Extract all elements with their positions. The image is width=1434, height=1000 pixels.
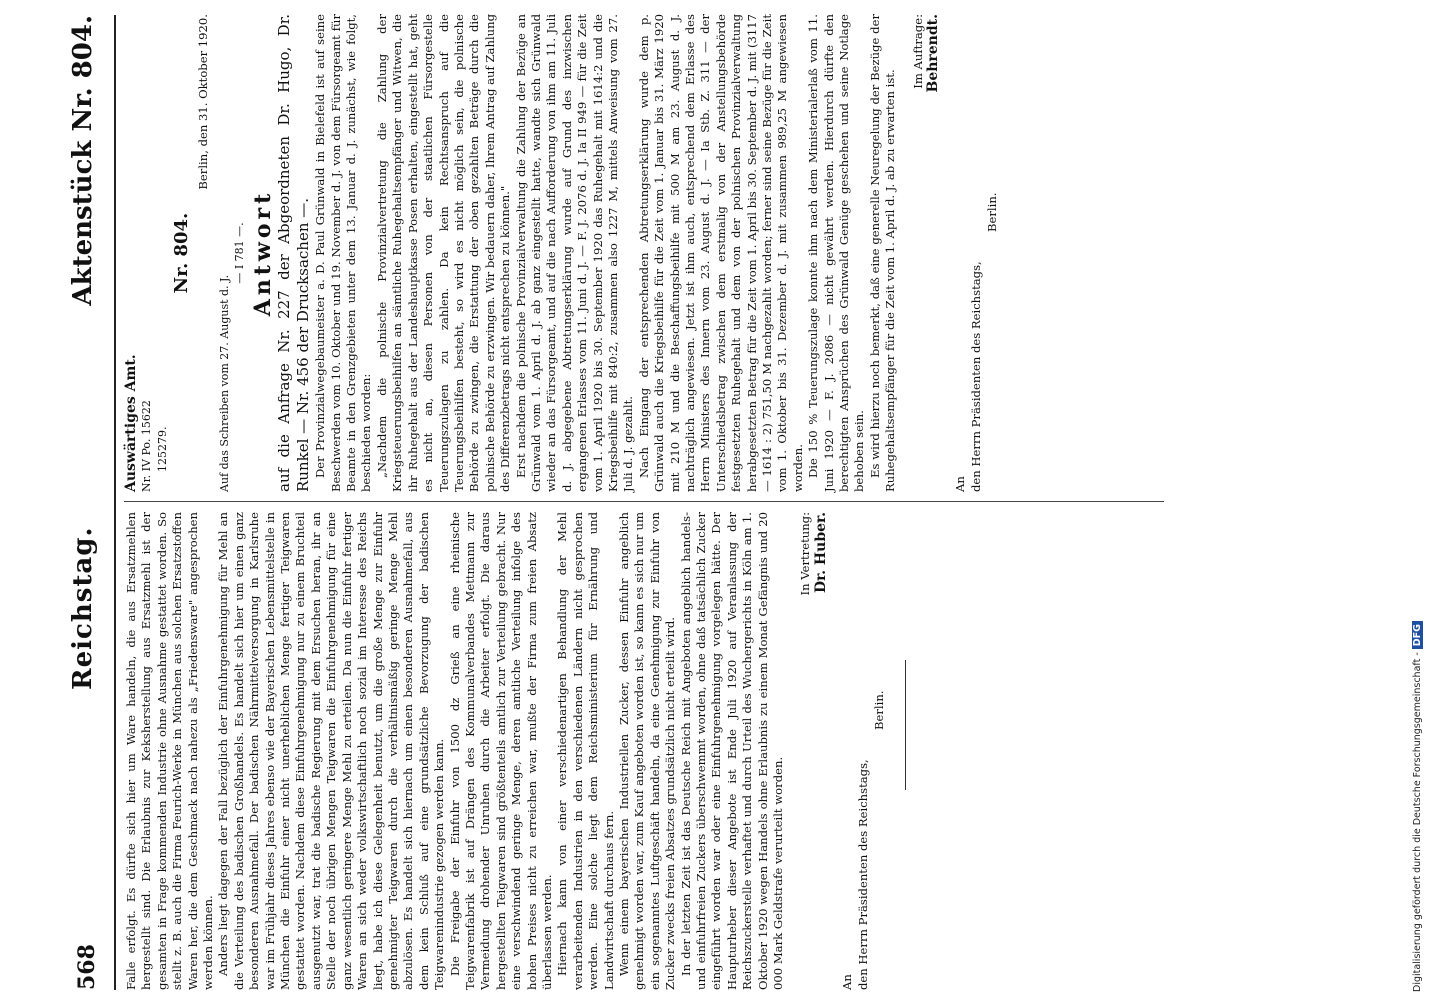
dfg-logo: DFG <box>1412 621 1423 649</box>
address-block <box>839 512 887 990</box>
running-header <box>68 15 108 990</box>
signature-name: Dr. Huber. <box>812 512 829 594</box>
closing-rule <box>905 660 906 790</box>
paragraph: Hiernach kann von einer verschiedenartigen Behandlung der Mehl verarbeitenden Industrien in den verschiedenen Ländern nicht gesprochen werden. Eine solche liegt dem Reichsministerium für Ernährung und Landwirtschaft durchaus fern. <box>555 512 616 990</box>
signature-prefix: Im Auftrage: <box>910 14 925 89</box>
document-number: Nr. 804. <box>171 212 193 294</box>
paragraph: Nach Eingang der entsprechenden Abtretungserklärung wurde dem p. Grünwald auch die Kriegsbeihilfe für die Zeit vom 1. Januar bis 31. März 1920 mit 210 M und die Beschaffungsbeihilfe mit 500 M am 23. August d. J. nachträglich angewiesen. Jetzt ist ihm auch, entsprechend dem Erlasse des Herrn Ministers des Innern vom 23. August d. J. — Ia Stb. Z. 311 — der Unterschiedsbetrag zwischen dem erstmalig von der Anstellungsbehörde festgesetzten Ruhegehalt und dem von der polnischen Provinzialverwaltung herabgesetzten Betrag für die Zeit vom 1. April bis 30. September d. J. mit (3117 — 1614 : 2) 751,50 M nachgezahlt worden; ferner sind seine Bezüge für die Zeit vom 1. Oktober bis 31. Dezember d. J. mit zusammen 989,25 M angewiesen worden. <box>636 14 805 492</box>
document-date: Berlin, den 31. Oktober 1920. <box>195 14 210 190</box>
signature-block <box>798 512 829 990</box>
address-recipient: den Herrn Präsidenten des Reichstags, <box>968 261 983 492</box>
header-rule <box>114 15 116 990</box>
address-recipient: den Herrn Präsidenten des Reichstags, <box>856 759 871 990</box>
paragraph: Die Freigabe der Einfuhr von 1500 dz Grieß an eine rheinische Teigwarenfabrik ist auf Drängen des Kommunalverbandes Mettmann zur Vermeidung drohender Unruhen durch die Arbeiter erfolgt. Die daraus hergestellten Teigwaren sind größtenteils amtlich zur Verteilung gebracht. Nur eine verschwindend geringe Menge, deren amtliche Verteilung infolge des hohen Preises nicht zu erreichen war, mußte der Firma zum freien Absatz überlassen werden. <box>447 512 554 990</box>
rotated-page-content <box>40 15 1370 990</box>
letter-reference-number: — I 781 —. <box>233 222 247 284</box>
column-separator <box>124 501 1164 502</box>
paragraph: Erst nachdem die polnische Provinzialverwaltung die Zahlung der Bezüge an Grünwald vom 1. April d. J. ab ganz eingestellt hatte, wandte sich Grünwald wieder an das Fürsorgeamt, und auf die nach Aufforderung von ihm am 11. Juli d. J. abgegebene Abtretungserklärung wurde auf Grund des inzwischen ergangenen Erlasses vom 11. Juni d. J. — F. J. 2076 d. J. Ia II 949 — für die Zeit vom 1. April 1920 bis 30. September 1920 das Ruhegehalt mit 1614:2 und die Kriegsbeihilfe mit 840:2, zusammen also 1227 M, mittels Anweisung vom 27. Juli d. J. gezahlt. <box>513 14 636 492</box>
address-block <box>952 14 1000 492</box>
paragraph: Es wird hierzu noch bemerkt, daß eine generelle Neuregelung der Bezüge der Ruhegehaltsempfänger für die Zeit vom 1. April d. J. ab zu erwarten ist. <box>867 14 898 492</box>
address-city: Berlin. <box>872 690 887 730</box>
running-title: Reichstag. <box>68 526 98 690</box>
paragraph: In der letzten Zeit ist das Deutsche Reich mit Angeboten angeblich handels- und einfuhrfreien Zuckers überschwemmt worden, ohne daß tatsächlich Zucker eingeführt worden war oder eine Einfuhrgenehmigung vorgelegen hätte. Der Haupturheber dieser Angebote ist Ende Juli 1920 auf Veranlassung der Reichszuckerstelle verhaftet und durch Urteil des Wuchergerichts in Köln am 1. Oktober 1920 wegen Handels ohne Erlaubnis zu einem Monat Gefängnis und 20 000 Mark Geldstrafe verurteilt worden. <box>678 512 786 990</box>
paragraph: Wenn einem bayerischen Industriellen Zucker, dessen Einfuhr angeblich genehmigt worden war, zum Kauf angeboten worden ist, so kann es sich nur um ein sogenanntes Luftgeschäft handeln, da eine Genehmigung zur Einfuhr von Zucker zwecks freien Absatzes grundsätzlich nicht erteilt wird. <box>617 512 678 990</box>
paragraph: Anders liegt dagegen der Fall bezüglich der Einfuhrgenehmigung für Mehl an die Verteilung des badischen Großhandels. Es handelt sich hier um einen ganz besonderen Ausnahmefall. Der badischen Nährmittelversorgung in Karlsruhe war im Frühjahr dieses Jahres ebenso wie der Bayerischen Lebensmittelstelle in München die Einfuhr einer nicht unerheblichen Menge fertiger Teigwaren gestattet worden. Nachdem diese Einfuhrgenehmigung nur zu einem Bruchteil ausgenutzt war, trat die badische Regierung mit dem Ersuchen heran, ihr an Stelle der noch übrigen Mengen Teigwaren die Einfuhrgenehmigung für eine ganz wesentlich geringere Menge Mehl zu erteilen. Da nun die Einfuhr fertiger Waren an sich weder volkswirtschaftlich noch sozial im Interesse des Reichs liegt, habe ich diese Gelegenheit benutzt, um die große Menge zur Einfuhr genehmigter Teigwaren durch die verhältnismäßig geringe Menge Mehl abzulösen. Es handelt sich hiernach um einen besonderen Ausnahmefall, aus dem kein Schluß auf eine grundsätzliche Bevorzugung der badischen Teigwarenindustrie gezogen werden kann. <box>216 512 447 990</box>
answer-heading: Antwort <box>249 189 276 317</box>
reference-number-2: 125279. <box>155 426 169 472</box>
digitization-note <box>1412 12 1423 992</box>
inquiry-line: auf die Anfrage Nr. 227 der Abgeordneten Dr. Hugo, Dr. Runkel — Nr. 456 der Drucksachen —. <box>275 14 313 492</box>
signature-block <box>911 14 942 492</box>
right-column <box>124 14 1000 492</box>
file-title: Aktenstück Nr. 804. <box>68 15 98 306</box>
paragraph: „Nachdem die polnische Provinzialvertretung die Zahlung der Kriegsteuerungsbeihilfen an sämtliche Ruhegehaltsempfänger und Witwen, die ihr Ruhegehalt aus der Landeshauptkasse Posen erhalten, eingestellt hat, geht es nicht an, diesen Personen von der staatlichen Fürsorgestelle Teuerungszulagen zu zahlen. Da kein Rechtsanspruch auf die Teuerungsbeihilfen besteht, so wird es nicht möglich sein, die polnische Behörde zu zwingen, die Erstattung der oben gezahlten Beträge durch die polnische Behörde zu erzwingen. Wir bedauern daher, Ihrem Antrag auf Zahlung des Differenzbetrags nicht entsprechen zu können." <box>374 14 513 492</box>
left-column <box>124 512 916 990</box>
letter-reference: Auf das Schreiben vom 27. August d. J. <box>218 274 232 492</box>
paragraph: Falle erfolgt. Es dürfte sich hier um Ware handeln, die aus Ersatzmehlen hergestellt sind. Die Erlaubnis zur Keksherstellung aus Ersatzmehl ist der gesamten in Frage kommenden Industrie ohne Ausnahme gestattet worden. So stellt z. B. auch die Firma Feurich-Werke in München aus solchen Ersatzstoffen Waren her, die dem Geschmack nach nahezu als „Friedensware" angesprochen werden können. <box>124 512 216 990</box>
paragraph: Der Provinzialwegebaumeister a. D. Paul Grünwald in Bielefeld ist auf seine Beschwerden vom 10. Oktober und 19. November d. J. von dem Fürsorgeamt für Beamte in den Grenzgebieten unter dem 13. Januar d. J. zunächst, wie folgt, beschieden worden: <box>313 14 374 492</box>
office-name: Auswärtiges Amt. <box>123 354 139 492</box>
paragraph: Die 150 % Teuerungszulage konnte ihm nach dem Ministerialerlaß vom 11. Juni 1920 — F. J. 2086 — nicht gewährt werden. Hierdurch dürfte den berechtigten Ansprüchen des Grünwald Genüge geschehen und seine Notlage behoben sein. <box>806 14 867 492</box>
address-an: An <box>840 974 855 990</box>
reference-number: Nr. IV Po. 15622 <box>140 400 154 492</box>
signature-name: Behrendt. <box>925 14 942 93</box>
address-an: An <box>952 476 967 492</box>
address-city: Berlin. <box>984 192 999 232</box>
page-number: 568 <box>74 944 100 990</box>
signature-prefix: In Vertretung: <box>798 512 813 596</box>
digitization-text: Digitalisierung gefördert durch die Deutsche Forschungsgemeinschaft - <box>1412 652 1423 992</box>
